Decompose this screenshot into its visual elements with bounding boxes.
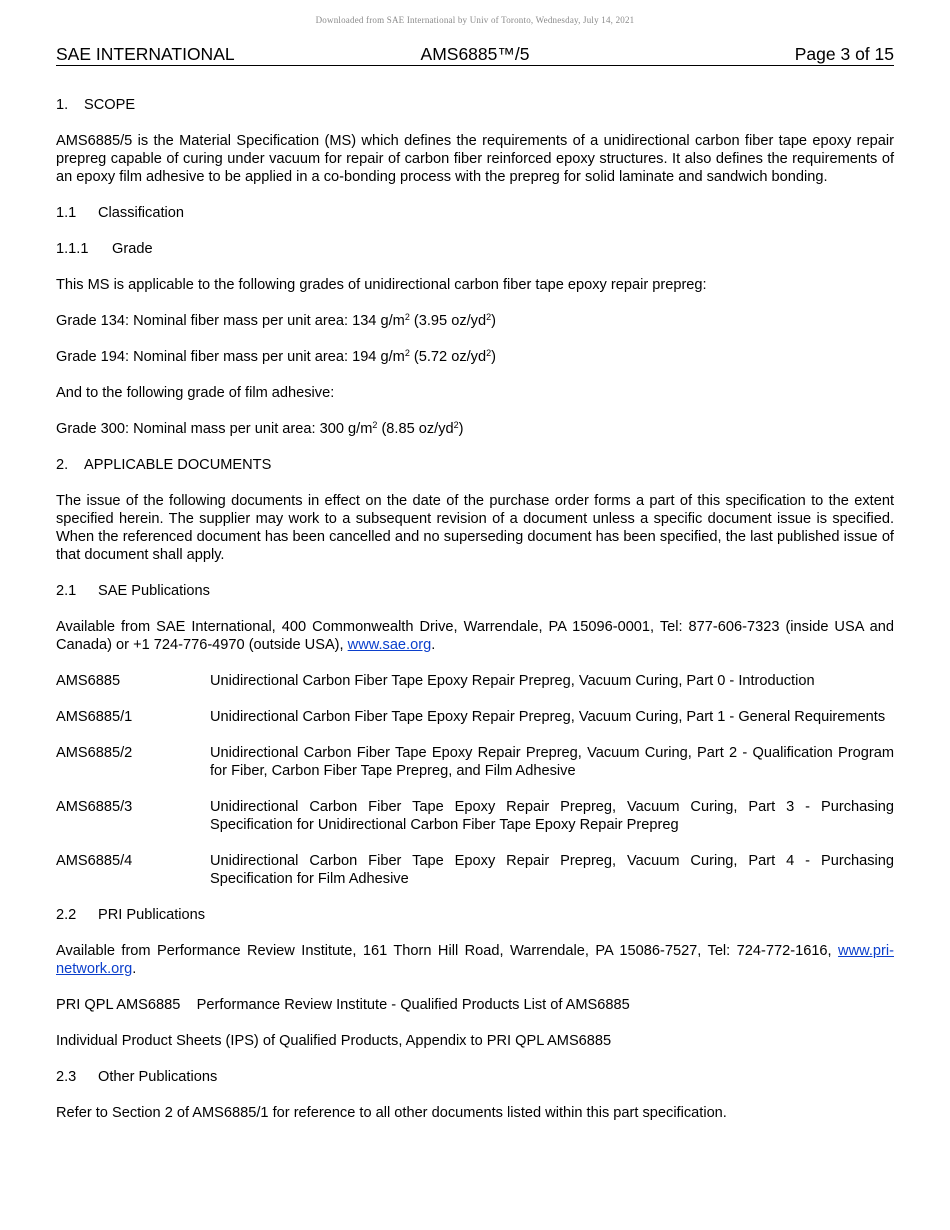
section-title: SCOPE [84,97,136,113]
reference-description: Unidirectional Carbon Fiber Tape Epoxy Repair Prepreg, Vacuum Curing, Part 2 - Qualification Program for Fiber, Carbon Fiber Tape Prepreg, and Film Adhesive [210,745,894,779]
download-note: Downloaded from SAE International by Univ of Toronto, Wednesday, July 14, 2021 [315,15,635,25]
header-page-number: Page 3 of 15 [794,44,894,64]
reference-code: AMS6885/2 [56,745,133,761]
reference-code: PRI QPL AMS6885 [56,997,181,1013]
pri-qpl-reference [56,996,894,1014]
section-2-1-heading [56,582,894,600]
section-number: 2.2 [56,907,77,923]
section-2-3-heading [56,1068,894,1086]
section-number: 1.1.1 [56,241,89,257]
page-header [56,43,894,66]
reference-row [56,708,894,726]
header-doc-number: AMS6885™/5 [420,44,530,64]
reference-row [56,852,894,888]
reference-description: Unidirectional Carbon Fiber Tape Epoxy Repair Prepreg, Vacuum Curing, Part 4 - Purchasing Specification for Film Adhesive [210,853,894,887]
reference-code: AMS6885/4 [56,853,133,869]
grade-134: Grade 134: Nominal fiber mass per unit area: 134 $g/m^2$ (3.95 $oz/yd^2$) [56,312,496,329]
section-2-2-heading [56,906,894,924]
film-adhesive-intro: And to the following grade of film adhesive: [56,385,335,401]
reference-description: Unidirectional Carbon Fiber Tape Epoxy Repair Prepreg, Vacuum Curing, Part 1 - General Requirements [210,709,886,725]
section-2-3-text: Refer to Section 2 of AMS6885/1 for reference to all other documents listed within this part specification. [56,1105,727,1121]
pri-link[interactable]: www.pri-network.org [56,943,894,977]
reference-code: AMS6885/3 [56,799,133,815]
section-title: SAE Publications [98,583,210,599]
section-number: 2.3 [56,1069,77,1085]
section-1-text: AMS6885/5 is the Material Specification (MS) which defines the requirements of a unidirectional carbon fiber tape epoxy repair prepreg capable of curing under vacuum for repair of carbon fiber reinforced epoxy structures. It also defines the requirements of an epoxy film adhesive to be applied in a co-bonding process with the prepreg for solid laminate and sandwich bonding. [56,133,894,185]
ips-reference: Individual Product Sheets (IPS) of Qualified Products, Appendix to PRI QPL AMS6885 [56,1033,612,1049]
reference-description: Unidirectional Carbon Fiber Tape Epoxy Repair Prepreg, Vacuum Curing, Part 0 - Introduction [210,673,815,689]
section-1-1-heading [56,204,894,222]
section-title: PRI Publications [98,907,206,923]
grade-intro: This MS is applicable to the following grades of unidirectional carbon fiber tape epoxy repair prepreg: [56,277,707,293]
section-2-heading [56,456,894,474]
reference-row [56,744,894,780]
document-body [56,96,894,1122]
section-title: APPLICABLE DOCUMENTS [84,457,272,473]
sae-link[interactable]: www.sae.org [347,637,432,653]
reference-row [56,798,894,834]
section-number: 2. [56,457,69,473]
reference-row [56,672,894,690]
section-number: 1. [56,97,69,113]
pri-availability: Available from Performance Review Institute, 161 Thorn Hill Road, Warrendale, PA 15086-7527, Tel: 724-772-1616, www.pri-network.org. [56,943,894,977]
section-1-heading [56,96,894,114]
section-1-1-1-heading [56,240,894,258]
section-number: 2.1 [56,583,77,599]
reference-description: Unidirectional Carbon Fiber Tape Epoxy Repair Prepreg, Vacuum Curing, Part 3 - Purchasing Specification for Unidirectional Carbon Fiber Tape Epoxy Repair Prepreg [210,799,894,833]
reference-code: AMS6885 [56,673,121,689]
reference-description: Performance Review Institute - Qualified Products List of AMS6885 [196,997,630,1013]
section-2-text: The issue of the following documents in effect on the date of the purchase order forms a part of this specification to the extent specified herein. The supplier may work to a subsequent revision of a document unless a specific document issue is specified. When the referenced document has been cancelled and no superseding document has been specified, the last published issue of that document shall apply. [56,493,894,563]
section-title: Grade [112,241,153,257]
grade-300: Grade 300: Nominal mass per unit area: 300 $g/m^2$ (8.85 $oz/yd^2$) [56,420,464,437]
section-title: Other Publications [98,1069,218,1085]
section-number: 1.1 [56,205,77,221]
section-title: Classification [98,205,184,221]
grade-194: Grade 194: Nominal fiber mass per unit area: 194 $g/m^2$ (5.72 $oz/yd^2$) [56,348,496,365]
sae-availability: Available from SAE International, 400 Commonwealth Drive, Warrendale, PA 15096-0001, Tel: 877-606-7323 (inside USA and Canada) or +1 724-776-4970 (outside USA), www.sae.org. [56,619,894,653]
reference-code: AMS6885/1 [56,709,133,725]
header-publisher: SAE INTERNATIONAL [56,44,235,64]
